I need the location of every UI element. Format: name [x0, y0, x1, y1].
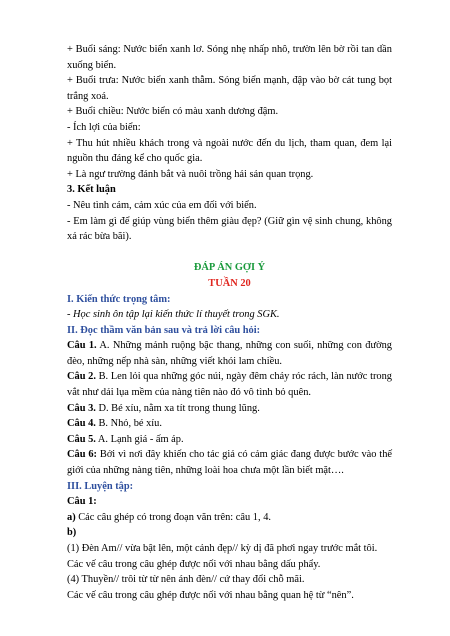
text-line: (4) Thuyền// trôi từ từ nên ánh đèn// cứ thay đổi chỗ mãi. — [67, 574, 305, 586]
text-line: + Thu hút nhiều khách trong và ngoài nước đến du lịch, tham quan, đem lại nguồn thu đáng kể cho quốc gia. — [67, 137, 392, 165]
answer-item — [67, 369, 392, 400]
week-title: TUẦN 20 — [208, 277, 251, 289]
section-heading: I. Kiến thức trọng tâm: — [67, 293, 171, 305]
answer-text: A. Những mảnh ruộng bậc thang, những con suối, những con đường đèo, những nếp nhà sàn, những viết khói lam chiều. — [67, 340, 392, 367]
answer-label: Câu 5. — [67, 433, 96, 445]
answer-item — [67, 338, 392, 369]
answer-text: B. Len lỏi qua những góc núi, ngày đêm chảy róc rách, làn nước trong vắt như dải lụa mềm của nàng tiên nào đó vô tình bỏ quên. — [67, 371, 392, 399]
text-line: + Buổi chiều: Nước biển có màu xanh dương đậm. — [67, 106, 279, 118]
section-heading: III. Luyện tập: — [67, 480, 134, 492]
answer-item — [67, 401, 392, 417]
text-line: + Buổi sáng: Nước biển xanh lơ. Sóng nhẹ nhấp nhô, trườn lên bờ rồi tan dần xuống biển. — [67, 44, 392, 71]
answer-item — [67, 416, 392, 432]
section-heading: II. Đọc thầm văn bản sau và trả lời câu hỏi: — [67, 324, 261, 336]
text-line: Các vế câu trong câu ghép được nối với nhau bằng dấu phẩy. — [67, 558, 321, 570]
answer-text: Các câu ghép có trong đoạn văn trên: câu 1, 4. — [75, 511, 271, 523]
answer-text: D. Bé xíu, nằm xa tít trong thung lũng. — [95, 402, 260, 414]
answer-text: A. Lạnh giá - ấm áp. — [95, 433, 184, 445]
text-line: - Học sinh ôn tập lại kiến thức lí thuyết trong SGK. — [67, 309, 280, 321]
text-line: - Nêu tình cảm, cảm xúc của em đối với biển. — [67, 199, 257, 211]
answer-label: Câu 4. — [67, 418, 96, 430]
answer-item — [67, 447, 392, 478]
answer-label: Câu 6: — [67, 449, 98, 461]
sub-label: a) — [67, 511, 76, 523]
answer-item — [67, 432, 392, 448]
text-line: (1) Đèn Am// vừa bật lên, một cảnh đẹp// kỳ dị đã phơi ngay trước mắt tôi. — [67, 543, 378, 554]
answer-label: Câu 2. — [67, 371, 96, 383]
sub-label: b) — [67, 527, 77, 539]
answer-label: Câu 3. — [67, 402, 96, 414]
text-line: + Buổi trưa: Nước biển xanh thẫm. Sóng biển mạnh, đập vào bờ cát tung bọt trắng xoá. — [67, 75, 392, 102]
question-label: Câu 1: — [67, 496, 97, 508]
top-section — [67, 42, 392, 182]
text-line: Các vế câu trong câu ghép được nối với nhau bằng quan hệ từ “nên”. — [67, 589, 354, 601]
text-line: - Ích lợi của biển: — [67, 121, 141, 133]
spacer — [67, 245, 392, 261]
text-line: + Là ngư trường đánh bắt và nuôi trồng hải sản quan trọng. — [67, 168, 314, 180]
answer-text: B. Nhỏ, bé xíu. — [95, 418, 162, 430]
conclusion-heading: 3. Kết luận — [67, 184, 116, 196]
answer-text: Bởi vì nơi đây khiến cho tác giả có cảm giác đang được bước vào thế giới của những nàng tiên, những loài hoa chưa một lần biết mặt…. — [67, 449, 393, 477]
text-line: - Em làm gì để giúp vùng biển thêm giàu đẹp? (Giữ gìn vệ sinh chung, không xả rác bừa bãi). — [67, 215, 392, 243]
answer-item — [67, 510, 392, 526]
answer-label: Câu 1. — [67, 340, 97, 352]
answer-title: ĐÁP ÁN GỢI Ý — [193, 262, 266, 274]
